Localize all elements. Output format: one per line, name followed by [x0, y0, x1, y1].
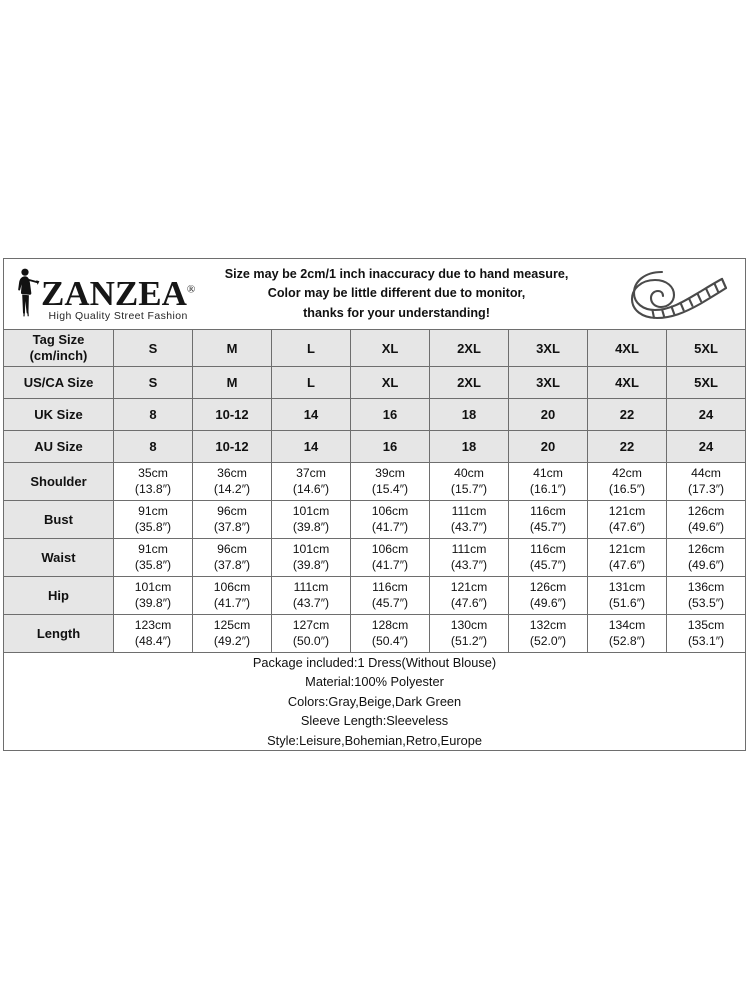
value-inch: (35.8″) — [134, 557, 172, 572]
value-cm: 116cm — [530, 504, 566, 519]
table-row — [4, 539, 746, 577]
cell-uk-size-5xl: 24 — [667, 399, 746, 431]
value-inch: (53.5″) — [687, 595, 725, 610]
row-label-au-size: AU Size — [4, 431, 114, 463]
cell-au-size-m: 10-12 — [193, 431, 272, 463]
cell-bust-3xl — [509, 501, 588, 539]
value-inch: (45.7″) — [529, 519, 567, 534]
cell-tag-size-xl: XL — [351, 330, 430, 367]
cell-bust-xl — [351, 501, 430, 539]
cell-uk-size-l: 14 — [272, 399, 351, 431]
value-cm: 130cm — [450, 618, 488, 633]
value-cm: 35cm — [138, 466, 168, 481]
cell-au-size-xl: 16 — [351, 431, 430, 463]
cell-tag-size-5xl: 5XL — [667, 330, 746, 367]
value-cm: 96cm — [217, 504, 247, 519]
cell-shoulder-2xl — [430, 463, 509, 501]
value-inch: (41.7″) — [371, 519, 409, 534]
cell-length-xl — [351, 615, 430, 653]
cell-shoulder-s — [114, 463, 193, 501]
value-cm: 106cm — [371, 504, 409, 519]
cell-bust-5xl — [667, 501, 746, 539]
cell-us-ca-size-2xl: 2XL — [430, 367, 509, 399]
value-cm: 111cm — [451, 504, 487, 519]
value-inch: (14.6″) — [292, 481, 330, 496]
value-inch: (13.8″) — [134, 481, 172, 496]
notice-line-1: Size may be 2cm/1 inch inaccuracy due to hand measure, — [224, 267, 569, 282]
cell-hip-2xl — [430, 577, 509, 615]
cell-uk-size-m: 10-12 — [193, 399, 272, 431]
value-inch: (47.6″) — [608, 519, 646, 534]
cell-us-ca-size-l: L — [272, 367, 351, 399]
product-details — [4, 653, 746, 751]
cell-us-ca-size-3xl: 3XL — [509, 367, 588, 399]
cell-tag-size-2xl: 2XL — [430, 330, 509, 367]
row-label-tag-size — [4, 330, 114, 367]
cell-length-m — [193, 615, 272, 653]
value-cm: 111cm — [451, 542, 487, 557]
table-row — [4, 577, 746, 615]
value-cm: 96cm — [217, 542, 247, 557]
cell-au-size-2xl: 18 — [430, 431, 509, 463]
cell-shoulder-5xl — [667, 463, 746, 501]
cell-hip-5xl — [667, 577, 746, 615]
cell-shoulder-3xl — [509, 463, 588, 501]
value-cm: 134cm — [608, 618, 646, 633]
cell-shoulder-4xl — [588, 463, 667, 501]
cell-hip-s — [114, 577, 193, 615]
value-inch: (52.0″) — [529, 633, 567, 648]
footer-row — [4, 653, 746, 751]
detail-colors: Colors:Gray,Beige,Dark Green — [287, 693, 462, 709]
cell-hip-xl — [351, 577, 430, 615]
value-inch: (53.1″) — [687, 633, 725, 648]
value-cm: 36cm — [217, 466, 247, 481]
table-row — [4, 330, 746, 367]
cell-bust-s — [114, 501, 193, 539]
tape-measure-icon — [621, 266, 739, 322]
value-cm: 132cm — [529, 618, 567, 633]
table-row — [4, 399, 746, 431]
cell-waist-5xl — [667, 539, 746, 577]
registered-mark-icon: ® — [186, 283, 196, 296]
cell-uk-size-3xl: 20 — [509, 399, 588, 431]
cell-length-l — [272, 615, 351, 653]
detail-package-included: Package included:1 Dress(Without Blouse) — [252, 655, 497, 670]
size-chart-table — [3, 258, 746, 751]
value-cm: 121cm — [450, 580, 488, 595]
value-cm: 128cm — [371, 618, 409, 633]
cell-waist-xl — [351, 539, 430, 577]
cell-waist-2xl — [430, 539, 509, 577]
value-cm: 125cm — [213, 618, 251, 633]
value-inch: (16.1″) — [529, 481, 567, 496]
cell-length-3xl — [509, 615, 588, 653]
value-inch: (41.7″) — [213, 595, 251, 610]
cell-hip-3xl — [509, 577, 588, 615]
value-inch: (51.6″) — [608, 595, 646, 610]
cell-length-s — [114, 615, 193, 653]
value-cm: 101cm — [134, 580, 172, 595]
value-inch: (47.6″) — [450, 595, 488, 610]
cell-us-ca-size-s: S — [114, 367, 193, 399]
table-row — [4, 615, 746, 653]
value-cm: 111cm — [293, 580, 329, 595]
value-inch: (39.8″) — [134, 595, 172, 610]
value-inch: (49.6″) — [687, 557, 725, 572]
value-cm: 116cm — [372, 580, 408, 595]
row-label-line-1: Tag Size — [32, 332, 85, 348]
cell-shoulder-xl — [351, 463, 430, 501]
table-row — [4, 367, 746, 399]
value-inch: (14.2″) — [213, 481, 251, 496]
cell-waist-s — [114, 539, 193, 577]
cell-au-size-5xl: 24 — [667, 431, 746, 463]
cell-waist-4xl — [588, 539, 667, 577]
table-row — [4, 501, 746, 539]
notice-line-2: Color may be little different due to monitor, — [267, 286, 526, 301]
row-label-waist: Waist — [4, 539, 114, 577]
value-cm: 106cm — [371, 542, 409, 557]
cell-hip-4xl — [588, 577, 667, 615]
value-cm: 40cm — [454, 466, 484, 481]
value-cm: 131cm — [608, 580, 646, 595]
value-inch: (43.7″) — [450, 557, 488, 572]
value-inch: (52.8″) — [608, 633, 646, 648]
cell-length-4xl — [588, 615, 667, 653]
value-inch: (15.4″) — [371, 481, 409, 496]
brand-name: ZANZEA® — [41, 273, 196, 313]
value-cm: 101cm — [292, 504, 330, 519]
value-inch: (45.7″) — [529, 557, 567, 572]
value-cm: 39cm — [375, 466, 405, 481]
cell-uk-size-2xl: 18 — [430, 399, 509, 431]
value-cm: 121cm — [608, 542, 646, 557]
cell-tag-size-3xl: 3XL — [509, 330, 588, 367]
value-cm: 106cm — [213, 580, 251, 595]
value-inch: (51.2″) — [450, 633, 488, 648]
value-inch: (49.6″) — [529, 595, 567, 610]
measurement-notice — [172, 265, 621, 322]
value-inch: (16.5″) — [608, 481, 646, 496]
value-cm: 126cm — [687, 542, 725, 557]
brand-logo — [12, 267, 196, 322]
cell-us-ca-size-xl: XL — [351, 367, 430, 399]
value-inch: (50.4″) — [371, 633, 409, 648]
cell-uk-size-s: 8 — [114, 399, 193, 431]
value-inch: (50.0″) — [292, 633, 330, 648]
detail-material: Material:100% Polyester — [305, 674, 444, 690]
cell-tag-size-4xl: 4XL — [588, 330, 667, 367]
value-cm: 41cm — [533, 466, 563, 481]
value-cm: 101cm — [292, 542, 330, 557]
row-label-uk-size: UK Size — [4, 399, 114, 431]
cell-us-ca-size-5xl: 5XL — [667, 367, 746, 399]
value-cm: 42cm — [612, 466, 642, 481]
cell-uk-size-4xl: 22 — [588, 399, 667, 431]
value-inch: (37.8″) — [213, 557, 251, 572]
banner-row — [4, 259, 746, 330]
value-cm: 126cm — [529, 580, 567, 595]
value-cm: 126cm — [687, 504, 725, 519]
value-cm: 135cm — [687, 618, 725, 633]
notice-line-3: thanks for your understanding! — [303, 305, 490, 320]
value-inch: (43.7″) — [292, 595, 330, 610]
row-label-line-2: (cm/inch) — [29, 348, 88, 363]
value-inch: (45.7″) — [371, 595, 409, 610]
value-inch: (48.4″) — [134, 633, 172, 648]
cell-hip-l — [272, 577, 351, 615]
value-inch: (37.8″) — [213, 519, 251, 534]
value-inch: (17.3″) — [687, 481, 725, 496]
cell-bust-m — [193, 501, 272, 539]
cell-waist-m — [193, 539, 272, 577]
value-inch: (43.7″) — [450, 519, 488, 534]
value-cm: 123cm — [134, 618, 172, 633]
row-label-bust: Bust — [4, 501, 114, 539]
row-label-length: Length — [4, 615, 114, 653]
cell-us-ca-size-4xl: 4XL — [588, 367, 667, 399]
cell-shoulder-m — [193, 463, 272, 501]
value-cm: 37cm — [296, 466, 326, 481]
cell-au-size-s: 8 — [114, 431, 193, 463]
cell-bust-4xl — [588, 501, 667, 539]
cell-hip-m — [193, 577, 272, 615]
cell-au-size-3xl: 20 — [509, 431, 588, 463]
cell-tag-size-s: S — [114, 330, 193, 367]
cell-bust-2xl — [430, 501, 509, 539]
cell-au-size-4xl: 22 — [588, 431, 667, 463]
size-chart — [3, 258, 745, 751]
woman-silhouette-icon — [12, 267, 40, 322]
cell-bust-l — [272, 501, 351, 539]
value-cm: 121cm — [608, 504, 646, 519]
banner-cell — [4, 259, 746, 330]
cell-waist-l — [272, 539, 351, 577]
value-cm: 116cm — [530, 542, 566, 557]
value-inch: (15.7″) — [450, 481, 488, 496]
value-cm: 136cm — [687, 580, 725, 595]
row-label-us-ca-size: US/CA Size — [4, 367, 114, 399]
value-inch: (47.6″) — [608, 557, 646, 572]
cell-shoulder-l — [272, 463, 351, 501]
value-cm: 127cm — [292, 618, 330, 633]
cell-waist-3xl — [509, 539, 588, 577]
value-inch: (39.8″) — [292, 557, 330, 572]
value-inch: (49.6″) — [687, 519, 725, 534]
cell-tag-size-l: L — [272, 330, 351, 367]
table-row — [4, 463, 746, 501]
detail-style: Style:Leisure,Bohemian,Retro,Europe — [267, 732, 482, 748]
cell-us-ca-size-m: M — [193, 367, 272, 399]
detail-sleeve-length: Sleeve Length:Sleeveless — [300, 713, 449, 729]
brand-tagline: High Quality Street Fashion — [48, 310, 188, 322]
cell-uk-size-xl: 16 — [351, 399, 430, 431]
value-cm: 91cm — [138, 542, 168, 557]
cell-tag-size-m: M — [193, 330, 272, 367]
value-cm: 44cm — [691, 466, 721, 481]
value-cm: 91cm — [138, 504, 168, 519]
value-inch: (35.8″) — [134, 519, 172, 534]
cell-length-2xl — [430, 615, 509, 653]
value-inch: (49.2″) — [213, 633, 251, 648]
table-row — [4, 431, 746, 463]
cell-length-5xl — [667, 615, 746, 653]
cell-au-size-l: 14 — [272, 431, 351, 463]
value-inch: (41.7″) — [371, 557, 409, 572]
row-label-hip: Hip — [4, 577, 114, 615]
row-label-shoulder: Shoulder — [4, 463, 114, 501]
value-inch: (39.8″) — [292, 519, 330, 534]
